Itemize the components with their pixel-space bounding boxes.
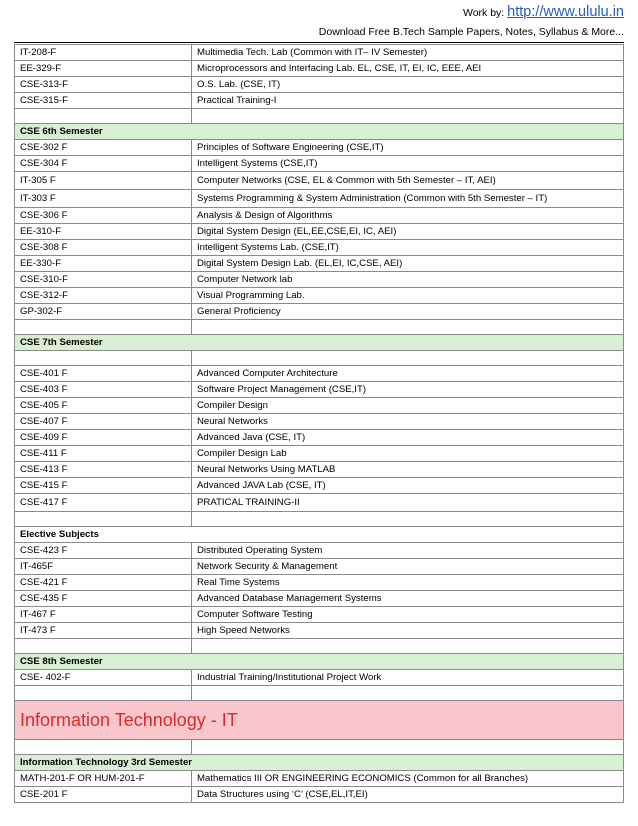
subject-code: CSE-201 F (15, 787, 192, 803)
subject-name: Network Security & Management (192, 559, 624, 575)
table-row (15, 494, 624, 512)
table-row (15, 382, 624, 398)
subject-code: EE-329-F (15, 61, 192, 77)
site-link[interactable]: http://www.ululu.in (507, 4, 624, 20)
table-row (15, 478, 624, 494)
subject-name: Industrial Training/Institutional Project Work (192, 670, 624, 686)
table-row (15, 304, 624, 320)
subject-name: Neural Networks (192, 414, 624, 430)
subject-code: CSE-302 F (15, 140, 192, 156)
subject-code: CSE-417 F (15, 494, 192, 512)
table-row (15, 591, 624, 607)
subject-code: IT-473 F (15, 623, 192, 639)
table-row (15, 366, 624, 382)
subject-name: General Proficiency (192, 304, 624, 320)
subject-code: IT-467 F (15, 607, 192, 623)
subject-name: Advanced JAVA Lab (CSE, IT) (192, 478, 624, 494)
subject-code: CSE- 402-F (15, 670, 192, 686)
subject-code: CSE-411 F (15, 446, 192, 462)
subject-name: Systems Programming & System Administration (Common with 5th Semester – IT) (192, 190, 624, 208)
subject-name: Microprocessors and Interfacing Lab. EL, CSE, IT, EI, IC, EEE, AEI (192, 61, 624, 77)
subject-name: Intelligent Systems Lab. (CSE,IT) (192, 240, 624, 256)
empty-cell (15, 740, 192, 755)
syllabus-table (14, 44, 624, 803)
table-row (15, 240, 624, 256)
subject-name: PRATICAL TRAINING-II (192, 494, 624, 512)
table-row (15, 156, 624, 172)
empty-cell (15, 109, 192, 124)
table-row (15, 93, 624, 109)
table-row (15, 256, 624, 272)
subject-code: IT-303 F (15, 190, 192, 208)
empty-cell (192, 351, 624, 366)
subject-code: CSE-423 F (15, 543, 192, 559)
section-heading-row (15, 654, 624, 670)
table-row (15, 787, 624, 803)
blank-row (15, 686, 624, 701)
section-heading: CSE 8th Semester (15, 654, 624, 670)
table-row (15, 446, 624, 462)
subject-code: CSE-415 F (15, 478, 192, 494)
subject-name: Analysis & Design of Algorithms (192, 208, 624, 224)
header-divider (14, 42, 624, 43)
empty-cell (192, 320, 624, 335)
empty-cell (192, 639, 624, 654)
table-row (15, 771, 624, 787)
section-heading-row (15, 755, 624, 771)
subject-code: CSE-407 F (15, 414, 192, 430)
empty-cell (192, 512, 624, 527)
table-row (15, 430, 624, 446)
subject-name: Digital System Design (EL,EE,CSE,EI, IC, AEI) (192, 224, 624, 240)
section-heading-row (15, 335, 624, 351)
table-row (15, 172, 624, 190)
empty-cell (192, 740, 624, 755)
table-row (15, 140, 624, 156)
table-row (15, 607, 624, 623)
subject-code: CSE-304 F (15, 156, 192, 172)
subject-code: CSE-421 F (15, 575, 192, 591)
subject-code: IT-465F (15, 559, 192, 575)
table-row (15, 414, 624, 430)
table-row (15, 575, 624, 591)
subject-name: High Speed Networks (192, 623, 624, 639)
table-row (15, 398, 624, 414)
subject-name: Advanced Java (CSE, IT) (192, 430, 624, 446)
table-row (15, 559, 624, 575)
subject-name: Computer Networks (CSE, EL & Common with 5th Semester – IT, AEI) (192, 172, 624, 190)
subject-code: EE-330-F (15, 256, 192, 272)
table-row (15, 288, 624, 304)
subject-code: CSE-409 F (15, 430, 192, 446)
department-heading: Information Technology - IT (15, 701, 624, 740)
empty-cell (15, 351, 192, 366)
subject-name: Principles of Software Engineering (CSE,IT) (192, 140, 624, 156)
header-credit (463, 4, 624, 20)
header-tagline: Download Free B.Tech Sample Papers, Notes, Syllabus & More... (318, 26, 624, 38)
subject-code: CSE-315-F (15, 93, 192, 109)
subject-code: CSE-401 F (15, 366, 192, 382)
section-heading: CSE 7th Semester (15, 335, 624, 351)
subject-name: Data Structures using ‘C’ (CSE,EL,IT,EI) (192, 787, 624, 803)
empty-cell (15, 512, 192, 527)
empty-cell (192, 109, 624, 124)
subject-code: CSE-403 F (15, 382, 192, 398)
subject-code: CSE-306 F (15, 208, 192, 224)
subject-code: CSE-313-F (15, 77, 192, 93)
subject-code: CSE-413 F (15, 462, 192, 478)
subject-name: Advanced Database Management Systems (192, 591, 624, 607)
subject-code: MATH-201-F OR HUM-201-F (15, 771, 192, 787)
blank-row (15, 512, 624, 527)
table-row (15, 224, 624, 240)
subject-name: Practical Training-I (192, 93, 624, 109)
table-row (15, 670, 624, 686)
empty-cell (15, 320, 192, 335)
table-row (15, 208, 624, 224)
section-heading: CSE 6th Semester (15, 124, 624, 140)
table-row (15, 272, 624, 288)
subject-name: Advanced Computer Architecture (192, 366, 624, 382)
subject-name: O.S. Lab. (CSE, IT) (192, 77, 624, 93)
subject-code: EE-310-F (15, 224, 192, 240)
section-heading: Information Technology 3rd Semester (15, 755, 624, 771)
section-heading: Elective Subjects (15, 527, 624, 543)
subject-name: Distributed Operating System (192, 543, 624, 559)
subject-code: CSE-405 F (15, 398, 192, 414)
table-row (15, 190, 624, 208)
subject-name: Multimedia Tech. Lab (Common with IT– IV Semester) (192, 45, 624, 61)
empty-cell (15, 686, 192, 701)
subject-code: CSE-310-F (15, 272, 192, 288)
subject-name: Intelligent Systems (CSE,IT) (192, 156, 624, 172)
subject-name: Computer Network lab (192, 272, 624, 288)
subject-code: CSE-435 F (15, 591, 192, 607)
department-heading-row (15, 701, 624, 740)
subject-code: CSE-308 F (15, 240, 192, 256)
subject-code: GP-302-F (15, 304, 192, 320)
subject-code: IT-208-F (15, 45, 192, 61)
table-row (15, 77, 624, 93)
subject-name: Computer Software Testing (192, 607, 624, 623)
subject-name: Visual Programming Lab. (192, 288, 624, 304)
table-row (15, 45, 624, 61)
blank-row (15, 320, 624, 335)
section-heading-row (15, 124, 624, 140)
blank-row (15, 740, 624, 755)
subject-name: Software Project Management (CSE,IT) (192, 382, 624, 398)
empty-cell (15, 639, 192, 654)
table-row (15, 543, 624, 559)
subject-name: Compiler Design Lab (192, 446, 624, 462)
section-heading-row (15, 527, 624, 543)
table-row (15, 61, 624, 77)
blank-row (15, 351, 624, 366)
blank-row (15, 109, 624, 124)
subject-name: Mathematics III OR ENGINEERING ECONOMICS (Common for all Branches) (192, 771, 624, 787)
table-row (15, 462, 624, 478)
subject-code: CSE-312-F (15, 288, 192, 304)
subject-name: Real Time Systems (192, 575, 624, 591)
work-by-label: Work by: (462, 7, 505, 19)
subject-name: Neural Networks Using MATLAB (192, 462, 624, 478)
blank-row (15, 639, 624, 654)
subject-code: IT-305 F (15, 172, 192, 190)
empty-cell (192, 686, 624, 701)
subject-name: Compiler Design (192, 398, 624, 414)
subject-name: Digital System Design Lab. (EL,EI, IC,CSE, AEI) (192, 256, 624, 272)
table-row (15, 623, 624, 639)
